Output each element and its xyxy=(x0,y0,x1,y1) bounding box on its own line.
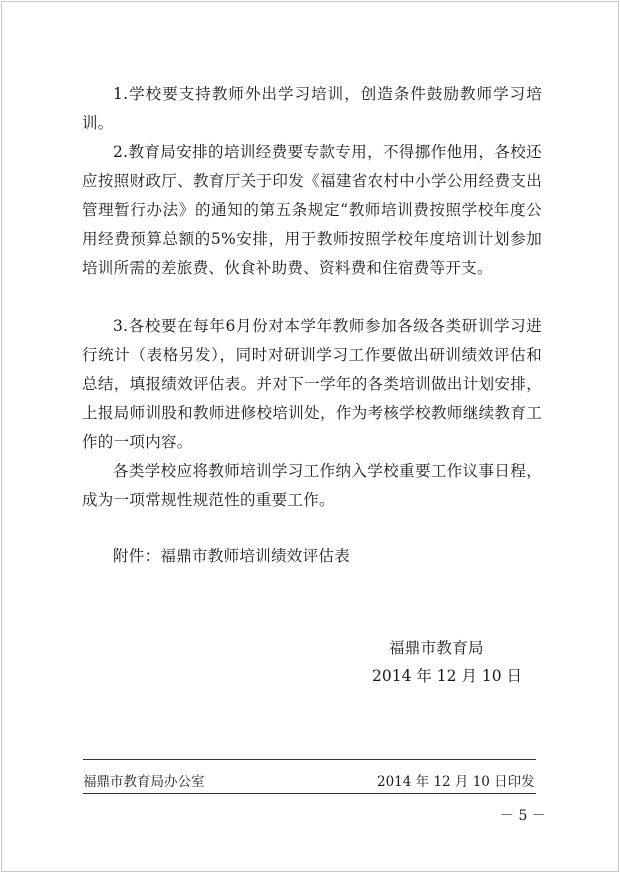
footer-rule-bottom xyxy=(83,793,536,794)
paragraph-4: 各类学校应将教师培训学习工作纳入学校重要工作议事日程，成为一项常规性规范性的重要工作。 xyxy=(82,462,542,509)
signature-date: 2014 年 12 月 10 日 xyxy=(372,667,523,685)
footer-rule-top xyxy=(83,759,536,760)
attachment-line: 附件：福鼎市教师培训绩效评估表 xyxy=(113,547,351,565)
footer-print-date: 2014 年 12 月 10 日印发 xyxy=(377,774,535,790)
footer-office: 福鼎市教育局办公室 xyxy=(83,774,205,790)
paragraph-3: 3.各校要在每年6月份对本学年教师参加各级各类研训学习进行统计（表格另发），同时对研训学习工作要做出研训绩效评估和总结，填报绩效评估表。并对下一学年的各类培训做出计划安排，上报局师训股和教师进修校培训处，作为考核学校教师继续教育工作的一项内容。 xyxy=(82,317,542,451)
signature-organization: 福鼎市教育局 xyxy=(389,639,484,657)
paragraph-1: 1.学校要支持教师外出学习培训，创造条件鼓励教师学习培训。 xyxy=(82,85,542,132)
paragraph-2: 2.教育局安排的培训经费要专款专用，不得挪作他用，各校还应按照财政厅、教育厅关于印发《福建省农村中小学公用经费支出管理暂行办法》的通知的第五条规定“教师培训费按照学校年度公用经费预算总额的5%安排，用于教师按照学校年度培训计划参加培训所需的差旅费、伙食补助费、资料费和住宿费等开支。 xyxy=(82,143,542,277)
page-number: － 5 － xyxy=(500,808,546,824)
